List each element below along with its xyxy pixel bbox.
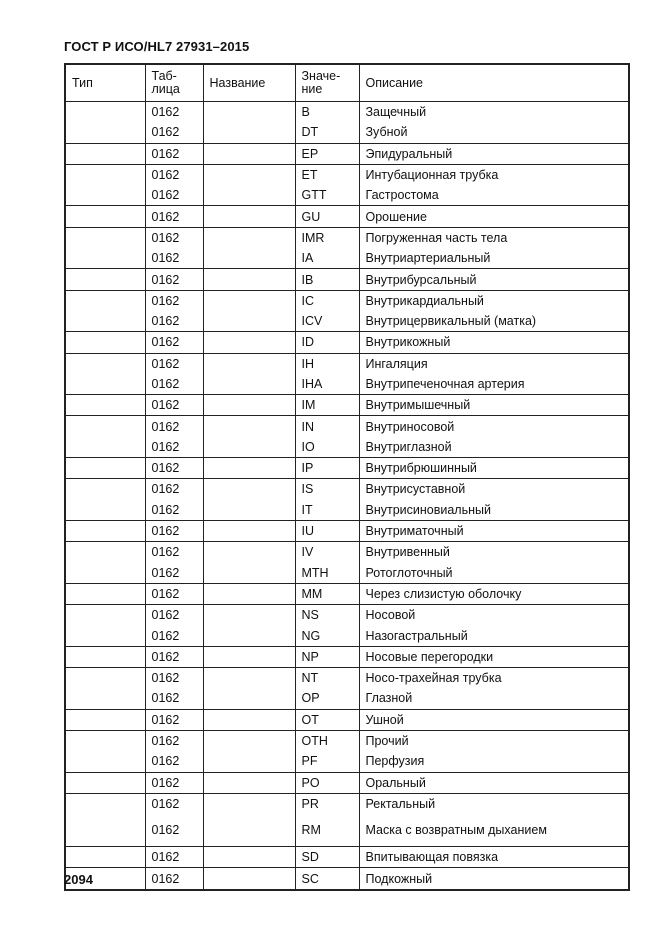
- table-row: [65, 625, 629, 646]
- table-row: [65, 395, 629, 416]
- cell-table: 0162: [145, 583, 203, 604]
- cell-description: Внутримышечный: [359, 395, 629, 416]
- cell-type: [65, 248, 145, 269]
- cell-type: [65, 206, 145, 227]
- cell-name: [203, 563, 295, 584]
- cell-description: Внутриартериальный: [359, 248, 629, 269]
- cell-name: [203, 520, 295, 541]
- table-row: [65, 500, 629, 521]
- cell-table: 0162: [145, 847, 203, 868]
- cell-type: [65, 847, 145, 868]
- cell-value: NT: [295, 668, 359, 689]
- cell-name: [203, 583, 295, 604]
- cell-description: Внутривенный: [359, 542, 629, 563]
- cell-name: [203, 102, 295, 123]
- cell-value: SC: [295, 868, 359, 890]
- cell-value: NG: [295, 625, 359, 646]
- cell-description: Впитывающая повязка: [359, 847, 629, 868]
- cell-description: Погруженная часть тела: [359, 227, 629, 248]
- cell-value: IS: [295, 479, 359, 500]
- cell-type: [65, 688, 145, 709]
- cell-value: NS: [295, 605, 359, 626]
- cell-table: 0162: [145, 290, 203, 311]
- table-row: [65, 605, 629, 626]
- cell-name: [203, 332, 295, 353]
- table-row: [65, 814, 629, 847]
- table-row: [65, 311, 629, 332]
- cell-type: [65, 520, 145, 541]
- cell-type: [65, 332, 145, 353]
- cell-name: [203, 500, 295, 521]
- cell-description: Носовой: [359, 605, 629, 626]
- table-row: [65, 668, 629, 689]
- cell-table: 0162: [145, 668, 203, 689]
- cell-type: [65, 311, 145, 332]
- cell-type: [65, 542, 145, 563]
- cell-description: Внутрисуставной: [359, 479, 629, 500]
- cell-name: [203, 646, 295, 667]
- cell-name: [203, 730, 295, 751]
- table-row: [65, 479, 629, 500]
- cell-value: IV: [295, 542, 359, 563]
- cell-description: Назогастральный: [359, 625, 629, 646]
- cell-value: IC: [295, 290, 359, 311]
- cell-value: IN: [295, 416, 359, 437]
- cell-value: IMR: [295, 227, 359, 248]
- table-row: [65, 374, 629, 395]
- cell-name: [203, 668, 295, 689]
- cell-table: 0162: [145, 332, 203, 353]
- cell-description: Подкожный: [359, 868, 629, 890]
- column-header-value-line1: Значе-: [301, 69, 341, 83]
- cell-table: 0162: [145, 814, 203, 847]
- cell-name: [203, 269, 295, 290]
- cell-value: IP: [295, 458, 359, 479]
- cell-description: Внутриглазной: [359, 437, 629, 458]
- cell-description: Зубной: [359, 122, 629, 143]
- table-row: [65, 164, 629, 185]
- cell-type: [65, 395, 145, 416]
- table-header-row: [65, 64, 629, 102]
- cell-description: Ушной: [359, 709, 629, 730]
- cell-name: [203, 458, 295, 479]
- cell-value: PO: [295, 772, 359, 793]
- cell-table: 0162: [145, 479, 203, 500]
- column-header-name: Название: [203, 64, 295, 102]
- table-row: [65, 772, 629, 793]
- cell-name: [203, 605, 295, 626]
- cell-type: [65, 730, 145, 751]
- column-header-table: [145, 64, 203, 102]
- table-row: [65, 269, 629, 290]
- cell-type: [65, 479, 145, 500]
- cell-name: [203, 437, 295, 458]
- cell-type: [65, 668, 145, 689]
- cell-name: [203, 206, 295, 227]
- table-row: [65, 847, 629, 868]
- cell-table: 0162: [145, 542, 203, 563]
- cell-name: [203, 542, 295, 563]
- cell-description: Прочий: [359, 730, 629, 751]
- cell-table: 0162: [145, 563, 203, 584]
- cell-value: MTH: [295, 563, 359, 584]
- table-row: [65, 730, 629, 751]
- cell-type: [65, 583, 145, 604]
- cell-table: 0162: [145, 269, 203, 290]
- route-codes-table: [64, 63, 630, 891]
- table-row: [65, 542, 629, 563]
- table-body: [65, 102, 629, 890]
- cell-type: [65, 269, 145, 290]
- cell-description: Внутрисиновиальный: [359, 500, 629, 521]
- cell-type: [65, 122, 145, 143]
- cell-value: PF: [295, 751, 359, 772]
- cell-value: OT: [295, 709, 359, 730]
- cell-value: IHA: [295, 374, 359, 395]
- cell-type: [65, 458, 145, 479]
- table-row: [65, 583, 629, 604]
- cell-value: IB: [295, 269, 359, 290]
- cell-value: IU: [295, 520, 359, 541]
- cell-description: Внутрицервикальный (матка): [359, 311, 629, 332]
- cell-value: IO: [295, 437, 359, 458]
- cell-description: Носовые перегородки: [359, 646, 629, 667]
- cell-type: [65, 563, 145, 584]
- cell-name: [203, 395, 295, 416]
- table-row: [65, 520, 629, 541]
- cell-type: [65, 353, 145, 374]
- cell-type: [65, 102, 145, 123]
- cell-name: [203, 374, 295, 395]
- cell-table: 0162: [145, 730, 203, 751]
- cell-table: 0162: [145, 395, 203, 416]
- table-row: [65, 290, 629, 311]
- cell-table: 0162: [145, 625, 203, 646]
- table-row: [65, 227, 629, 248]
- cell-table: 0162: [145, 500, 203, 521]
- cell-value: GTT: [295, 185, 359, 206]
- column-header-value-line2: ние: [301, 82, 323, 96]
- table-row: [65, 646, 629, 667]
- cell-name: [203, 248, 295, 269]
- cell-description: Внутрикожный: [359, 332, 629, 353]
- cell-description: Гастростома: [359, 185, 629, 206]
- cell-table: 0162: [145, 227, 203, 248]
- cell-type: [65, 500, 145, 521]
- cell-table: 0162: [145, 437, 203, 458]
- cell-table: 0162: [145, 646, 203, 667]
- cell-table: 0162: [145, 751, 203, 772]
- cell-description: Маска с возвратным дыханием: [359, 814, 629, 847]
- cell-description: Орошение: [359, 206, 629, 227]
- cell-name: [203, 814, 295, 847]
- cell-description: Оральный: [359, 772, 629, 793]
- cell-description: Глазной: [359, 688, 629, 709]
- table-row: [65, 868, 629, 890]
- cell-name: [203, 290, 295, 311]
- cell-description: Защечный: [359, 102, 629, 123]
- cell-type: [65, 793, 145, 814]
- cell-type: [65, 290, 145, 311]
- cell-table: 0162: [145, 416, 203, 437]
- cell-table: 0162: [145, 102, 203, 123]
- cell-value: OP: [295, 688, 359, 709]
- cell-description: Внутриматочный: [359, 520, 629, 541]
- cell-value: SD: [295, 847, 359, 868]
- cell-value: OTH: [295, 730, 359, 751]
- cell-description: Интубационная трубка: [359, 164, 629, 185]
- cell-name: [203, 688, 295, 709]
- cell-type: [65, 374, 145, 395]
- cell-description: Внутрибрюшинный: [359, 458, 629, 479]
- cell-table: 0162: [145, 605, 203, 626]
- cell-type: [65, 751, 145, 772]
- cell-type: [65, 164, 145, 185]
- cell-name: [203, 625, 295, 646]
- cell-value: MM: [295, 583, 359, 604]
- cell-value: ET: [295, 164, 359, 185]
- cell-value: EP: [295, 143, 359, 164]
- cell-table: 0162: [145, 458, 203, 479]
- cell-name: [203, 793, 295, 814]
- document-header: ГОСТ Р ИСО/HL7 27931–2015: [64, 39, 250, 54]
- table-row: [65, 206, 629, 227]
- column-header-table-line2: лица: [151, 82, 180, 96]
- table-row: [65, 563, 629, 584]
- cell-name: [203, 416, 295, 437]
- cell-name: [203, 353, 295, 374]
- cell-value: ICV: [295, 311, 359, 332]
- cell-name: [203, 185, 295, 206]
- cell-table: 0162: [145, 709, 203, 730]
- table-row: [65, 709, 629, 730]
- cell-name: [203, 751, 295, 772]
- cell-table: 0162: [145, 143, 203, 164]
- cell-value: ID: [295, 332, 359, 353]
- table-row: [65, 793, 629, 814]
- cell-type: [65, 416, 145, 437]
- cell-table: 0162: [145, 688, 203, 709]
- cell-table: 0162: [145, 374, 203, 395]
- column-header-description: Описание: [359, 64, 629, 102]
- page-number: 2094: [64, 872, 93, 887]
- table-row: [65, 416, 629, 437]
- cell-table: 0162: [145, 122, 203, 143]
- cell-description: Эпидуральный: [359, 143, 629, 164]
- cell-description: Через слизистую оболочку: [359, 583, 629, 604]
- cell-name: [203, 164, 295, 185]
- cell-type: [65, 605, 145, 626]
- cell-name: [203, 311, 295, 332]
- cell-table: 0162: [145, 793, 203, 814]
- cell-type: [65, 227, 145, 248]
- cell-value: IT: [295, 500, 359, 521]
- table-row: [65, 458, 629, 479]
- cell-description: Внутриносовой: [359, 416, 629, 437]
- table-row: [65, 751, 629, 772]
- cell-value: IA: [295, 248, 359, 269]
- cell-description: Внутрипеченочная артерия: [359, 374, 629, 395]
- table-row: [65, 143, 629, 164]
- cell-table: 0162: [145, 164, 203, 185]
- cell-table: 0162: [145, 868, 203, 890]
- cell-type: [65, 709, 145, 730]
- cell-description: Внутрибурсальный: [359, 269, 629, 290]
- cell-name: [203, 868, 295, 890]
- cell-name: [203, 143, 295, 164]
- cell-type: [65, 772, 145, 793]
- cell-table: 0162: [145, 772, 203, 793]
- cell-name: [203, 709, 295, 730]
- cell-table: 0162: [145, 311, 203, 332]
- cell-type: [65, 625, 145, 646]
- cell-name: [203, 479, 295, 500]
- cell-value: IH: [295, 353, 359, 374]
- table-row: [65, 353, 629, 374]
- table-row: [65, 332, 629, 353]
- table-row: [65, 102, 629, 123]
- cell-name: [203, 227, 295, 248]
- cell-value: GU: [295, 206, 359, 227]
- cell-table: 0162: [145, 520, 203, 541]
- cell-type: [65, 437, 145, 458]
- cell-type: [65, 143, 145, 164]
- cell-type: [65, 646, 145, 667]
- table-row: [65, 122, 629, 143]
- cell-table: 0162: [145, 353, 203, 374]
- cell-type: [65, 814, 145, 847]
- cell-value: DT: [295, 122, 359, 143]
- table-row: [65, 437, 629, 458]
- cell-name: [203, 772, 295, 793]
- cell-type: [65, 185, 145, 206]
- cell-name: [203, 847, 295, 868]
- cell-table: 0162: [145, 248, 203, 269]
- cell-value: B: [295, 102, 359, 123]
- column-header-table-line1: Таб-: [151, 69, 177, 83]
- cell-description: Ректальный: [359, 793, 629, 814]
- cell-table: 0162: [145, 206, 203, 227]
- column-header-type: Тип: [65, 64, 145, 102]
- cell-name: [203, 122, 295, 143]
- cell-description: Ингаляция: [359, 353, 629, 374]
- table-row: [65, 185, 629, 206]
- cell-description: Внутрикардиальный: [359, 290, 629, 311]
- cell-description: Перфузия: [359, 751, 629, 772]
- table-row: [65, 688, 629, 709]
- cell-description: Ротоглоточный: [359, 563, 629, 584]
- cell-value: NP: [295, 646, 359, 667]
- cell-value: PR: [295, 793, 359, 814]
- cell-description: Носо-трахейная трубка: [359, 668, 629, 689]
- cell-value: RM: [295, 814, 359, 847]
- table-row: [65, 248, 629, 269]
- cell-value: IM: [295, 395, 359, 416]
- cell-table: 0162: [145, 185, 203, 206]
- column-header-value: [295, 64, 359, 102]
